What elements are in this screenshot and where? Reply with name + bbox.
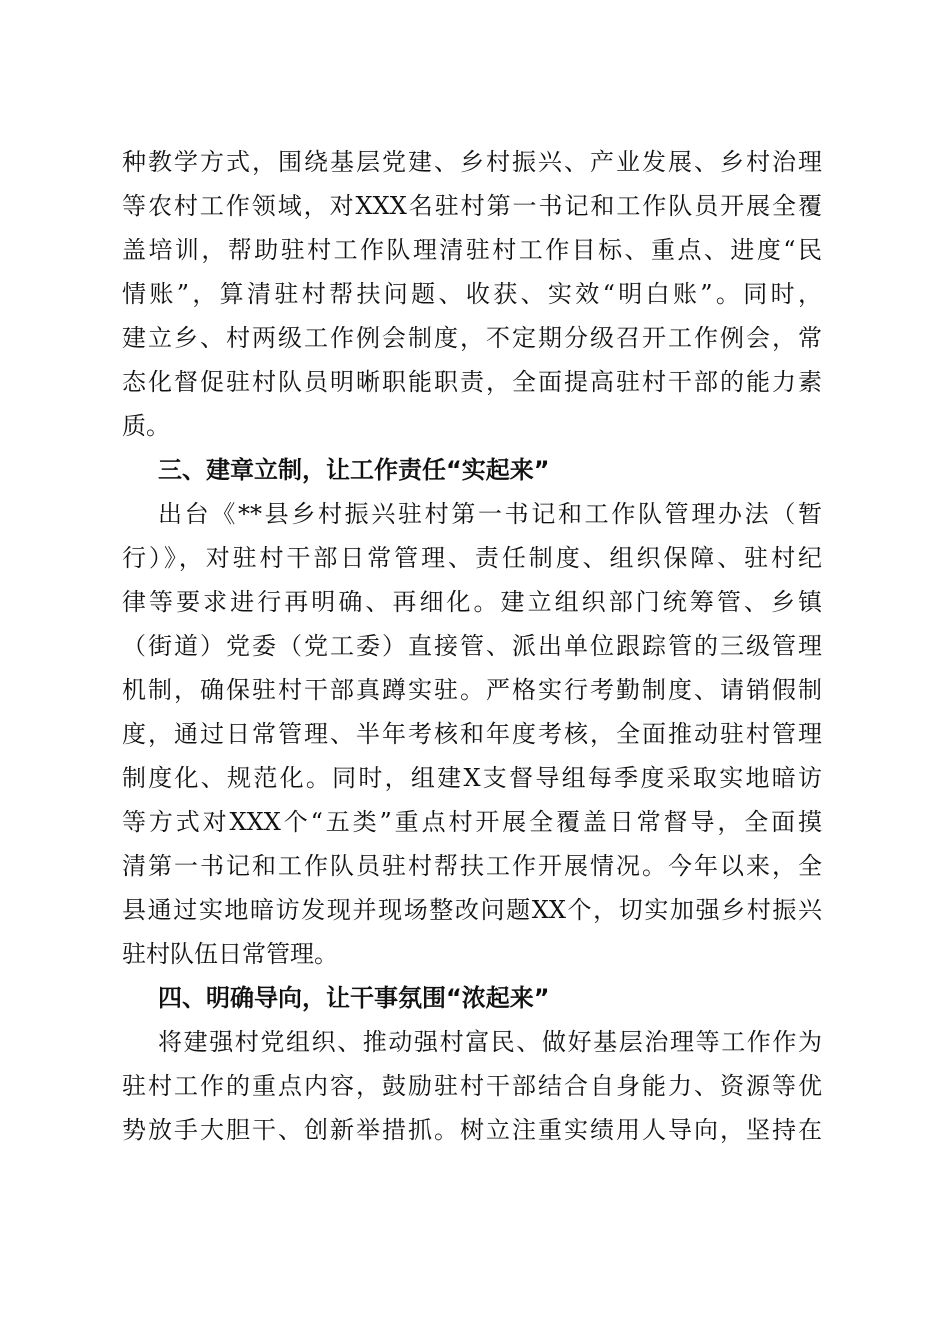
body-text-line: 等方式对XXX个“五类”重点村开展全覆盖日常督导，全面摸 xyxy=(122,808,822,836)
body-text-line: 建立乡、村两级工作例会制度，不定期分级召开工作例会，常 xyxy=(122,324,822,352)
body-text-line: （街道）党委（党工委）直接管、派出单位跟踪管的三级管理 xyxy=(122,632,822,660)
section-heading-4: 四、明确导向，让干事氛围“浓起来” xyxy=(158,984,550,1012)
body-text-line: 制度化、规范化。同时，组建X支督导组每季度采取实地暗访 xyxy=(122,764,822,792)
body-text-line: 清第一书记和工作队员驻村帮扶工作开展情况。今年以来，全 xyxy=(122,852,822,880)
body-text-line: 出台《**县乡村振兴驻村第一书记和工作队管理办法（暂 xyxy=(158,500,822,528)
body-text-line: 势放手大胆干、创新举措抓。树立注重实绩用人导向，坚持在 xyxy=(122,1116,822,1144)
body-text-line: 律等要求进行再明确、再细化。建立组织部门统筹管、乡镇 xyxy=(122,588,822,616)
body-text-line: 机制，确保驻村干部真蹲实驻。严格实行考勤制度、请销假制 xyxy=(122,676,822,704)
body-text-line: 驻村工作的重点内容，鼓励驻村干部结合自身能力、资源等优 xyxy=(122,1072,822,1100)
document-body xyxy=(122,140,822,1152)
body-text-line: 情账”，算清驻村帮扶问题、收获、实效“明白账”。同时， xyxy=(122,280,822,308)
body-text-line: 盖培训，帮助驻村工作队理清驻村工作目标、重点、进度“民 xyxy=(122,236,822,264)
body-text-line: 县通过实地暗访发现并现场整改问题XX个，切实加强乡村振兴 xyxy=(122,896,822,924)
body-text-line: 度，通过日常管理、半年考核和年度考核，全面推动驻村管理 xyxy=(122,720,822,748)
section-heading-3: 三、建章立制，让工作责任“实起来” xyxy=(158,456,550,484)
body-text-line: 质。 xyxy=(122,412,170,440)
body-text-line: 种教学方式，围绕基层党建、乡村振兴、产业发展、乡村治理 xyxy=(122,148,822,176)
body-text-line: 等农村工作领域，对XXX名驻村第一书记和工作队员开展全覆 xyxy=(122,192,822,220)
body-text-line: 驻村队伍日常管理。 xyxy=(122,940,338,968)
body-text-line: 行）》，对驻村干部日常管理、责任制度、组织保障、驻村纪 xyxy=(122,544,822,572)
body-text-line: 态化督促驻村队员明晰职能职责，全面提高驻村干部的能力素 xyxy=(122,368,822,396)
body-text-line: 将建强村党组织、推动强村富民、做好基层治理等工作作为 xyxy=(158,1028,822,1056)
